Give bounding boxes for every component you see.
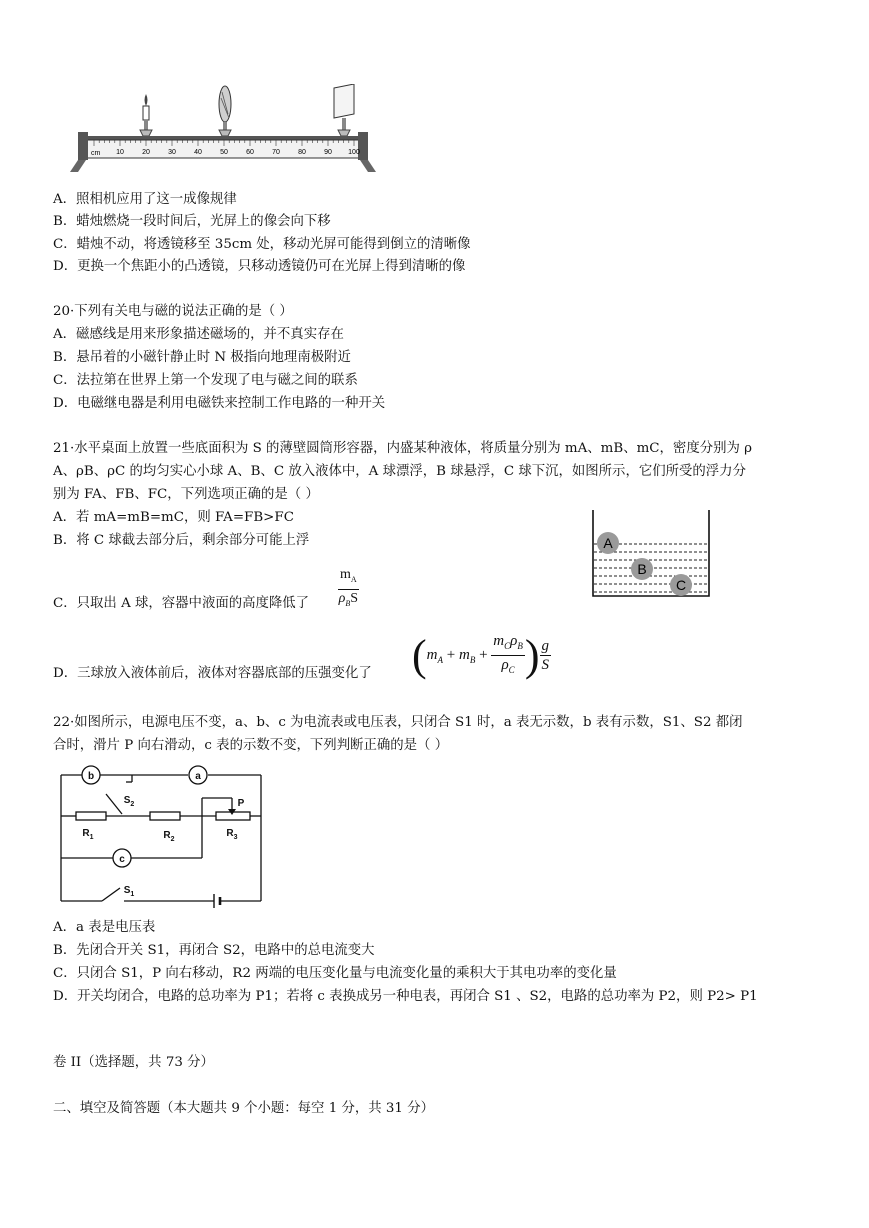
lens-icon	[219, 86, 231, 136]
q20-option-b: B．悬吊着的小磁针静止时 N 极指向地理南极附近	[53, 350, 351, 365]
svg-text:A: A	[603, 535, 613, 551]
ball-a	[597, 532, 619, 554]
q20-stem: 20·下列有关电与磁的说法正确的是（ ）	[53, 304, 293, 319]
resistor-r1-label: $R_1$	[82, 828, 94, 841]
q20-option-a: A．磁感线是用来形象描述磁场的，并不真实存在	[53, 327, 344, 342]
q19-option-c: C．蜡烛不动，将透镜移至 35cm 处，移动光屏可能得到倒立的清晰像	[53, 237, 471, 252]
ruler-tick-label: 40	[194, 149, 202, 156]
ruler-tick-label: 90	[324, 149, 332, 156]
screen-icon	[334, 84, 354, 136]
ruler-tick-label: 50	[220, 149, 228, 156]
ruler-tick-label: 30	[168, 149, 176, 156]
ball-c	[670, 574, 692, 596]
optical-bench-figure	[70, 84, 380, 174]
ruler-tick-label: 20	[142, 149, 150, 156]
q21-stem-line-1: 21·水平桌面上放置一些底面积为 S 的薄壁圆筒形容器，内盛某种液体，将质量分别为 mA、mB、mC，密度分别为 ρ	[53, 441, 753, 456]
svg-text:B: B	[637, 561, 647, 577]
meter-c-label: c	[119, 854, 125, 865]
circuit-figure	[56, 762, 266, 910]
svg-text:C: C	[675, 577, 687, 593]
ruler-unit: cm	[91, 150, 101, 157]
q21-option-c-formula: $\frac{m_A}{\rho_BS}$	[338, 567, 359, 608]
q21-option-d-formula: ($m_A + m_B$ + $\frac{m_C\rho_B}{\rho_C}$ ) $\frac{g}{S}$	[412, 631, 549, 680]
section-title: 二、填空及简答题（本大题共 9 个小题：每空 1 分，共 31 分）	[53, 1101, 434, 1116]
switch-s2-label: $S_2$	[123, 795, 135, 808]
meter-a-label: a	[195, 771, 201, 782]
q21-option-b: B．将 C 球截去部分后，剩余部分可能上浮	[53, 533, 310, 548]
q22-option-d: D．开关均闭合，电路的总功率为 P1；若将 c 表换成另一种电表，再闭合 S1 、S2，电路的总功率为 P2，则 P2> P1	[53, 989, 758, 1004]
ruler-tick-label: 60	[246, 149, 254, 156]
q20-option-d: D．电磁继电器是利用电磁铁来控制工作电路的一种开关	[53, 396, 386, 411]
q19-option-b: B．蜡烛燃烧一段时间后，光屏上的像会向下移	[53, 214, 331, 229]
ruler-tick-label: 80	[298, 149, 306, 156]
q19-option-a: A．照相机应用了这一成像规律	[53, 192, 237, 207]
resistor-r2-label: $R_2$	[163, 830, 175, 843]
ball-b	[631, 558, 653, 580]
q21-option-d: D．三球放入液体前后，液体对容器底部的压强变化了	[53, 666, 372, 681]
q19-option-d: D．更换一个焦距小的凸透镜，只移动透镜仍可在光屏上得到清晰的像	[53, 259, 466, 274]
ruler-tick-label: 70	[272, 149, 280, 156]
q21-option-c: C．只取出 A 球，容器中液面的高度降低了	[53, 596, 310, 611]
switch-s1-label: $S_1$	[123, 885, 135, 898]
container-figure	[588, 508, 714, 602]
slider-p-label: P	[237, 798, 245, 809]
ruler-tick-label: 100	[348, 149, 360, 156]
meter-b-label: b	[87, 771, 95, 782]
q21-option-a: A．若 mA=mB=mC，则 FA=FB>FC	[53, 510, 294, 525]
q22-stem-line-1: 22·如图所示，电源电压不变，a、b、c 为电流表或电压表，只闭合 S1 时，a 表无示数，b 表有示数，S1、S2 都闭	[53, 715, 743, 730]
q21-stem-line-2: A、ρB、ρC 的均匀实心小球 A、B、C 放入液体中，A 球漂浮，B 球悬浮，C 球下沉，如图所示，它们所受的浮力分	[53, 464, 746, 479]
q22-option-b: B．先闭合开关 S1，再闭合 S2，电路中的总电流变大	[53, 943, 375, 958]
q20-option-c: C．法拉第在世界上第一个发现了电与磁之间的联系	[53, 373, 358, 388]
q22-option-a: A．a 表是电压表	[53, 920, 156, 935]
q22-option-c: C．只闭合 S1，P 向右移动，R2 两端的电压变化量与电流变化量的乘积大于其电功率的变化量	[53, 966, 617, 981]
resistor-r3-label: $R_3$	[226, 828, 238, 841]
q22-stem-line-2: 合时，滑片 P 向右滑动，c 表的示数不变，下列判断正确的是（ ）	[53, 738, 449, 753]
section-note: 卷 II（选择题，共 73 分）	[53, 1055, 214, 1070]
q21-stem-line-3: 别为 FA、FB、FC，下列选项正确的是（ ）	[53, 487, 319, 502]
ruler-tick-label: 10	[116, 149, 124, 156]
candle-icon	[140, 94, 152, 136]
